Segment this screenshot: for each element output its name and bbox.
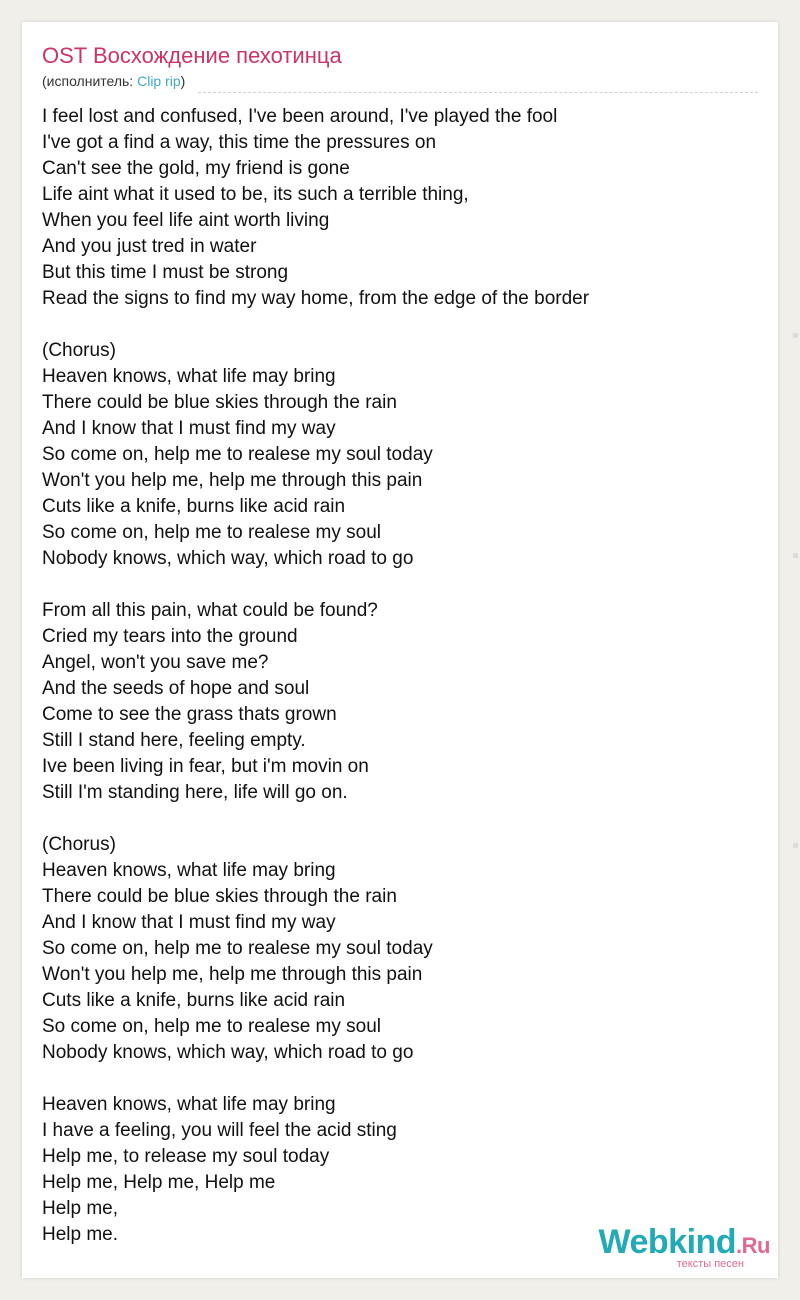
- lyric-line: And I know that I must find my way: [42, 418, 336, 439]
- lyric-line: Won't you help me, help me through this pain: [42, 470, 423, 491]
- lyric-line: Heaven knows, what life may bring: [42, 860, 336, 881]
- lyric-line: Heaven knows, what life may bring: [42, 366, 336, 387]
- lyric-line: So come on, help me to realese my soul today: [42, 938, 433, 959]
- song-header: [42, 42, 758, 91]
- lyric-line: Life aint what it used to be, its such a terrible thing,: [42, 184, 469, 205]
- lyric-line: Still I'm standing here, life will go on.: [42, 782, 348, 803]
- lyric-line: Still I stand here, feeling empty.: [42, 730, 306, 751]
- lyric-line: I have a feeling, you will feel the acid sting: [42, 1120, 397, 1141]
- lyric-line: (Chorus): [42, 834, 116, 855]
- artist-suffix: ): [180, 73, 186, 89]
- logo-tagline: тексты песен: [676, 1258, 744, 1270]
- lyric-line: (Chorus): [42, 340, 116, 361]
- lyric-line: Ive been living in fear, but i'm movin on: [42, 756, 369, 777]
- lyric-line: So come on, help me to realese my soul today: [42, 444, 433, 465]
- lyric-line: [42, 1066, 758, 1092]
- edge-marker: [793, 333, 798, 338]
- artist-link[interactable]: Clip rip: [137, 73, 181, 89]
- artist-byline: [42, 71, 758, 91]
- logo-name: Webkind: [598, 1223, 737, 1261]
- lyric-line: I feel lost and confused, I've been around, I've played the fool: [42, 106, 558, 127]
- lyric-line: Won't you help me, help me through this pain: [42, 964, 423, 985]
- edge-marker: [793, 843, 798, 848]
- lyric-line: But this time I must be strong: [42, 262, 289, 283]
- lyric-line: Nobody knows, which way, which road to go: [42, 1042, 414, 1063]
- lyric-line: Heaven knows, what life may bring: [42, 1094, 336, 1115]
- lyric-line: From all this pain, what could be found?: [42, 600, 378, 621]
- lyric-line: Come to see the grass thats grown: [42, 704, 337, 725]
- artist-prefix: (исполнитель:: [42, 73, 138, 89]
- lyric-line: Help me, to release my soul today: [42, 1146, 330, 1167]
- lyric-line: Help me,: [42, 1198, 119, 1219]
- lyric-line: Nobody knows, which way, which road to go: [42, 548, 414, 569]
- lyrics-text: [42, 104, 758, 1248]
- lyric-line: Read the signs to find my way home, from the edge of the border: [42, 288, 590, 309]
- lyric-line: Angel, won't you save me?: [42, 652, 269, 673]
- lyric-line: There could be blue skies through the rain: [42, 392, 397, 413]
- lyric-line: Help me.: [42, 1224, 119, 1245]
- lyric-line: There could be blue skies through the rain: [42, 886, 397, 907]
- site-logo[interactable]: [599, 1224, 771, 1270]
- header-divider: [198, 92, 758, 93]
- lyric-line: Cuts like a knife, burns like acid rain: [42, 496, 346, 517]
- lyric-line: [42, 572, 758, 598]
- lyrics-card: [22, 22, 778, 1278]
- lyric-line: And you just tred in water: [42, 236, 257, 257]
- lyric-line: So come on, help me to realese my soul: [42, 1016, 382, 1037]
- lyric-line: [42, 312, 758, 338]
- lyric-line: [42, 806, 758, 832]
- edge-marker: [793, 553, 798, 558]
- lyric-line: And I know that I must find my way: [42, 912, 336, 933]
- lyric-line: And the seeds of hope and soul: [42, 678, 310, 699]
- lyric-line: I've got a find a way, this time the pressures on: [42, 132, 437, 153]
- lyric-line: Can't see the gold, my friend is gone: [42, 158, 350, 179]
- logo-tld: .Ru: [736, 1233, 770, 1258]
- lyric-line: Cuts like a knife, burns like acid rain: [42, 990, 346, 1011]
- lyric-line: Help me, Help me, Help me: [42, 1172, 276, 1193]
- lyric-line: Cried my tears into the ground: [42, 626, 298, 647]
- song-title: OST Восхождение пехотинца: [42, 43, 342, 68]
- lyric-line: So come on, help me to realese my soul: [42, 522, 382, 543]
- lyric-line: When you feel life aint worth living: [42, 210, 330, 231]
